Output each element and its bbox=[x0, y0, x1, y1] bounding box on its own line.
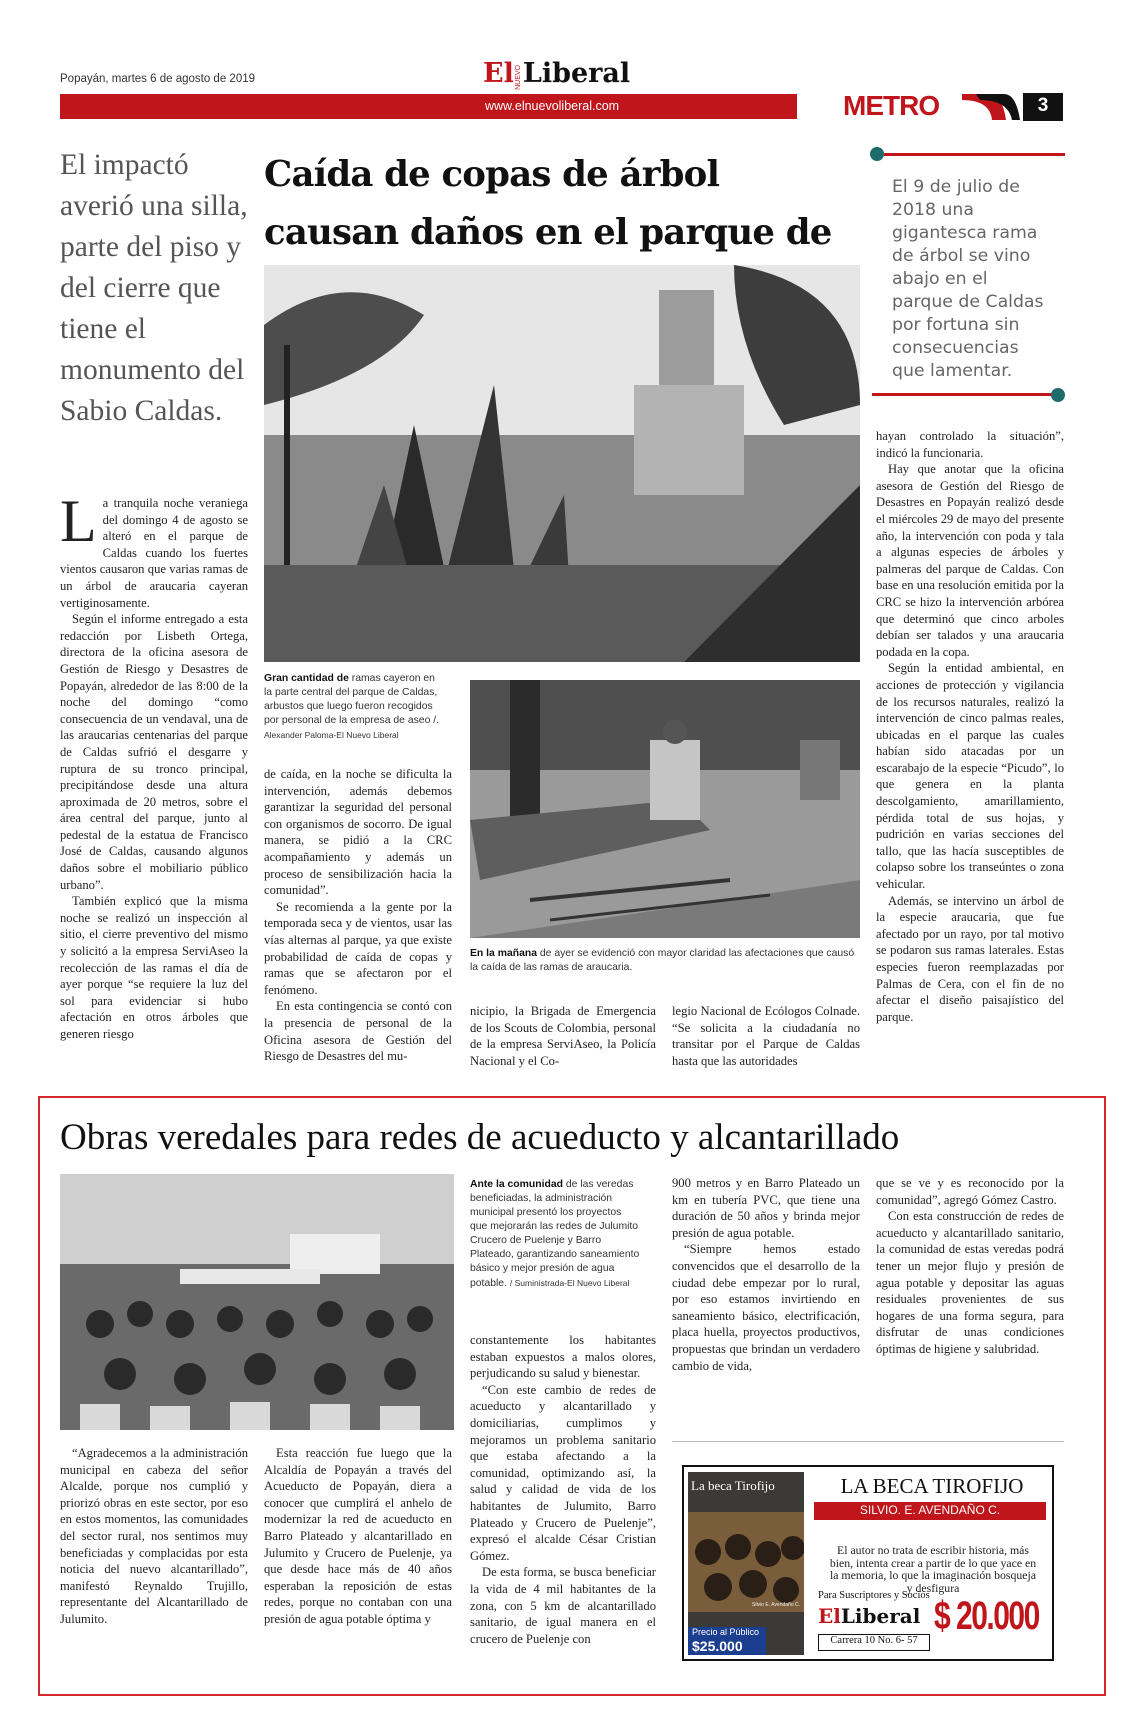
pullquote: El impactó averió una silla, parte del piso y del cierre que tiene el monumento del Sabio Caldas. bbox=[60, 149, 248, 427]
story1-column-2 bbox=[264, 766, 452, 1065]
paragraph: Hay que anotar que la oficina asesora de Gestión del Riesgo de Desastres en Popayán realizó desde el miércoles 29 de mayo del presente año, la intervención con poda y tala a algunas especies de árboles y palmeras del parque de Caldas. Con base en una resolución emitida por la CRC se hizo la intervención arbórea que determinó que cinco arboles debían ser talados y una araucaria podada en la copa. bbox=[876, 462, 1064, 659]
paragraph: 900 metros y en Barro Plateado un km en tubería PVC, que tiene una duración de 50 años y brinda mejor presión de agua potable. bbox=[672, 1176, 860, 1240]
paragraph: También explicó que la misma noche se realizó un inspección al sitio, el cierre preventivo del mismo y solicitó a la empresa ServiAseo la recolección de las ramas el día de ayer porque “se requiere la luz del sol para evidenciar si hubo afectación en otros árboles que generen riesgo bbox=[60, 894, 248, 1041]
paragraph: Según la entidad ambiental, en acciones de protección y vigilancia de los recursos naturales, realizó la intervención de cinco palmas reales, ubicadas en el parque las cuales habían sido atacadas por un escarabajo de la especie “Picudo”, lo que genera en la planta descolgamiento, amarillamiento, pérdida total de sus hojas, y pudrición en varias secciones del tallo, que las hacía susceptibles de colapso sobre los transeúntes o zona vehicular. bbox=[876, 661, 1064, 892]
story2-column-5 bbox=[876, 1175, 1064, 1358]
story2-headline: Obras veredales para redes de acueducto y alcantarillado bbox=[60, 1117, 900, 1158]
section-swoosh-icon bbox=[962, 92, 1032, 122]
caption-bold: Ante la comunidad bbox=[470, 1179, 563, 1190]
sidebox-text: El 9 de julio de 2018 una gigantesca rama de árbol se vino abajo en el parque de Caldas por fortuna sin consecuencias que lamentar. bbox=[892, 177, 1044, 381]
caption-text: de las veredas beneficiadas, la administración municipal presentó los proyectos que mejorarán las redes de Julumito Crucero de Puelenje y Barro Plateado, garantizando saneamiento básico y mejor presión de agua potable. bbox=[470, 1179, 640, 1289]
paragraph: Además, se intervino un árbol de la especie araucaria, que fue afectado por un rayo, por tal motivo se podaron sus ramas laterales. Estas especies fueron reemplazadas por Palmas de Cera, con el fin de no afectar el diseño paisajístico del parque. bbox=[876, 893, 1064, 1024]
public-price: $25.000 bbox=[692, 1638, 743, 1654]
story2-column-3 bbox=[470, 1332, 656, 1647]
ad-blurb: El autor no trata de escribir historia, más bien, intenta crear a partir de lo que yace en la memoria, lo que la imaginación bosqueja y desfigura bbox=[829, 1543, 1037, 1595]
paragraph: “Agradecemos a la administración municipal en cabeza del señor Alcalde, porque nos cumplió y priorizó obras en este sector, por eso en estos momentos, las comunidades del sector rural, nos sentimos muy beneficiadas y complacidas por esta noticia del nuevo alcantarillado”, manifestó Reynaldo Trujillo, representante del Alcantarillado de Julumito. bbox=[60, 1446, 248, 1626]
paragraph: que se ve y es reconocido por la comunidad”, agregó Gómez Castro. bbox=[876, 1176, 1064, 1207]
paragraph: Según el informe entregado a esta redacción por Lisbeth Ortega, directora de la oficina asesora de Gestión de Riesgo y Desastres de Popayán, alrededor de las 8:00 de la noche del domingo “como consecuencia de un vendaval, una de las araucarias centenarias del parque de Caldas sufrió el desgarre y ruptura de su tronco principal, precipitándose desde una altura aproximada de 20 metros, sobre el área central del parque, junto al pedestal de la estatua de Francisco José de Caldas, causando algunos daños sobre el mobiliario público urbano”. bbox=[60, 612, 248, 892]
story1-headline: Caída de copas de árbol causan daños en el parque de bbox=[264, 154, 832, 253]
website-link[interactable]: www.elnuevoliberal.com bbox=[485, 99, 620, 113]
photo-credit: / Suministrada-El Nuevo Liberal bbox=[509, 1278, 630, 1288]
subscriber-price: $ 20.000 bbox=[934, 1594, 1039, 1638]
public-price-label: Precio al Público bbox=[692, 1627, 760, 1637]
ad-subscribers-label: Para Suscriptores y Socios bbox=[818, 1590, 930, 1601]
ad-book-title: LA BECA TIROFIJO bbox=[840, 1474, 1024, 1498]
story1-column-1 bbox=[60, 488, 248, 1043]
workers-photo-caption bbox=[470, 947, 860, 975]
story2-column-4 bbox=[672, 1175, 860, 1374]
ad-logo bbox=[818, 1604, 920, 1628]
dropcap: L bbox=[60, 488, 97, 554]
sidebox-bottom-dot bbox=[1051, 388, 1065, 402]
logo-prefix: El bbox=[483, 58, 514, 89]
paragraph: “Siempre hemos estado convencidos que el desarrollo de la ciudad debe empezar por lo rural, por eso estamos invirtiendo en saneamiento básico, electrificación, placa huella, proyectos productivos, propuestas que brindan un verdadero cambio de vida, bbox=[672, 1242, 860, 1373]
header-red-bar bbox=[60, 94, 797, 119]
paragraph: Con esta construcción de redes de acueducto y alcantarillado sanitario, la comunidad de estas veredas podrá tener un mejor flujo y presión de agua potable y depositar las aguas residuales provenientes de sus hogares de una forma segura, para disfrutar de unas condiciones óptimas de higiene y salubridad. bbox=[876, 1209, 1064, 1356]
section-label: METRO bbox=[843, 90, 940, 121]
masthead-logo[interactable] bbox=[483, 58, 630, 92]
story1-column-5 bbox=[876, 428, 1064, 1025]
sidebox-top-rule bbox=[884, 153, 1065, 156]
workers-photo-illustration bbox=[470, 680, 860, 938]
sidebox-top-dot bbox=[870, 147, 884, 161]
sidebox-bottom-rule bbox=[872, 393, 1054, 396]
ad-address: Carrera 10 No. 6- 57 bbox=[830, 1635, 918, 1646]
dateline: Popayán, martes 6 de agosto de 2019 bbox=[60, 73, 256, 85]
paragraph: constantemente los habitantes estaban expuestos a malos olores, perjudicando su salud y bienestar. bbox=[470, 1333, 656, 1381]
paragraph: de caída, en la noche se dificulta la intervención, además debemos garantizar la seguridad del personal con organismos de socorro. De igual manera, se pidió a la CRC acompañamiento y además un proceso de sensibilización hacia la comunidad”. bbox=[264, 767, 452, 898]
paragraph: “Con este cambio de redes de acueducto y alcantarillado y domiciliarias, cumplimos y mejoramos un problema sanitario que estaba afectando a la comunidad, optimizando así, la salud y calidad de vida de los habitantes de Julumito, Barro Plateado y Crucero de Puelenje”, expresó el alcalde César Cristian Gómez. bbox=[470, 1382, 656, 1563]
story1-column-3 bbox=[470, 1003, 656, 1069]
paragraph: nicipio, la Brigada de Emergencia de los Scouts de Colombia, personal de la empresa ServiAseo, la Policía Nacional y el Co- bbox=[470, 1004, 656, 1068]
ad-separator bbox=[672, 1441, 1064, 1442]
story2-column-1 bbox=[60, 1445, 248, 1628]
meeting-photo bbox=[60, 1174, 454, 1430]
park-photo bbox=[264, 265, 860, 662]
paragraph: Se recomienda a la gente por la temporada seca y de vientos, usar las vías alternas al parque, ya que existe probabilidad de caída de copas y ramas que se afectaron por el fenómeno. bbox=[264, 899, 452, 997]
logo-small: NUEVO bbox=[514, 65, 522, 90]
story2-column-2 bbox=[264, 1445, 452, 1628]
caption-bold: Gran cantidad de bbox=[264, 673, 349, 684]
park-photo-caption bbox=[264, 672, 444, 742]
caption-bold: En la mañana bbox=[470, 948, 537, 959]
paragraph: Esta reacción fue luego que la Alcaldía de Popayán a través del Acueducto de Popayán, diera a conocer que cumplirá el anhelo de modernizar la red de acueducto en Barro Plateado y alcantarillado en Julumito y Crucero de Puelenje, ya que desde hace más de 40 años esperaban la reposición de estas redes, porque no contaban con una presión de agua potable óptima y bbox=[264, 1446, 452, 1626]
caption-text: ramas cayeron en la parte central del parque de Caldas, arbustos que luego fueron recogidos por personal de la empresa de aseo /. bbox=[264, 673, 440, 726]
meeting-photo-illustration bbox=[60, 1174, 454, 1430]
book-cover-author: Silvio E. Avendaño C. bbox=[752, 1602, 800, 1608]
paragraph: hayan controlado la situación”, indicó la funcionaria. bbox=[876, 429, 1064, 460]
caption-text: de ayer se evidenció con mayor claridad las afectaciones que causó la caída de las ramas de araucaria. bbox=[470, 948, 855, 973]
logo-main: Liberal bbox=[522, 58, 631, 89]
paragraph: a tranquila noche veraniega del domingo 4 de agosto se alteró en el parque de Caldas cuando los fuertes vientos causaron que varias ramas de un árbol de araucaria cayeran vertiginosamente. bbox=[60, 496, 248, 610]
ad-logo-prefix: El bbox=[818, 1604, 841, 1628]
page-number: 3 bbox=[1037, 95, 1049, 116]
photo-credit: Alexander Paloma-El Nuevo Liberal bbox=[264, 730, 399, 740]
park-photo-illustration bbox=[264, 265, 860, 662]
paragraph: De esta forma, se busca beneficiar la vida de 4 mil habitantes de la zona, con 5 km de alcantarillado sanitario, de igual manera en el crucero de Puelenje con bbox=[470, 1565, 656, 1646]
ad-author: SILVIO. E. AVENDAÑO C. bbox=[859, 1503, 1001, 1517]
paragraph: En esta contingencia se contó con la presencia de personal de la Oficina asesora de Gestión del Riesgo de Desastres del mu- bbox=[264, 999, 452, 1064]
paragraph: legio Nacional de Ecólogos Colnade. “Se solicita a la ciudadanía no transitar por el Parque de Caldas hasta que las autoridades bbox=[672, 1004, 860, 1068]
meeting-photo-caption bbox=[470, 1178, 640, 1291]
ad-logo-main: Liberal bbox=[840, 1604, 921, 1628]
workers-photo bbox=[470, 680, 860, 938]
book-cover-title: La beca Tirofijo bbox=[691, 1478, 775, 1493]
story1-column-4 bbox=[672, 1003, 860, 1069]
